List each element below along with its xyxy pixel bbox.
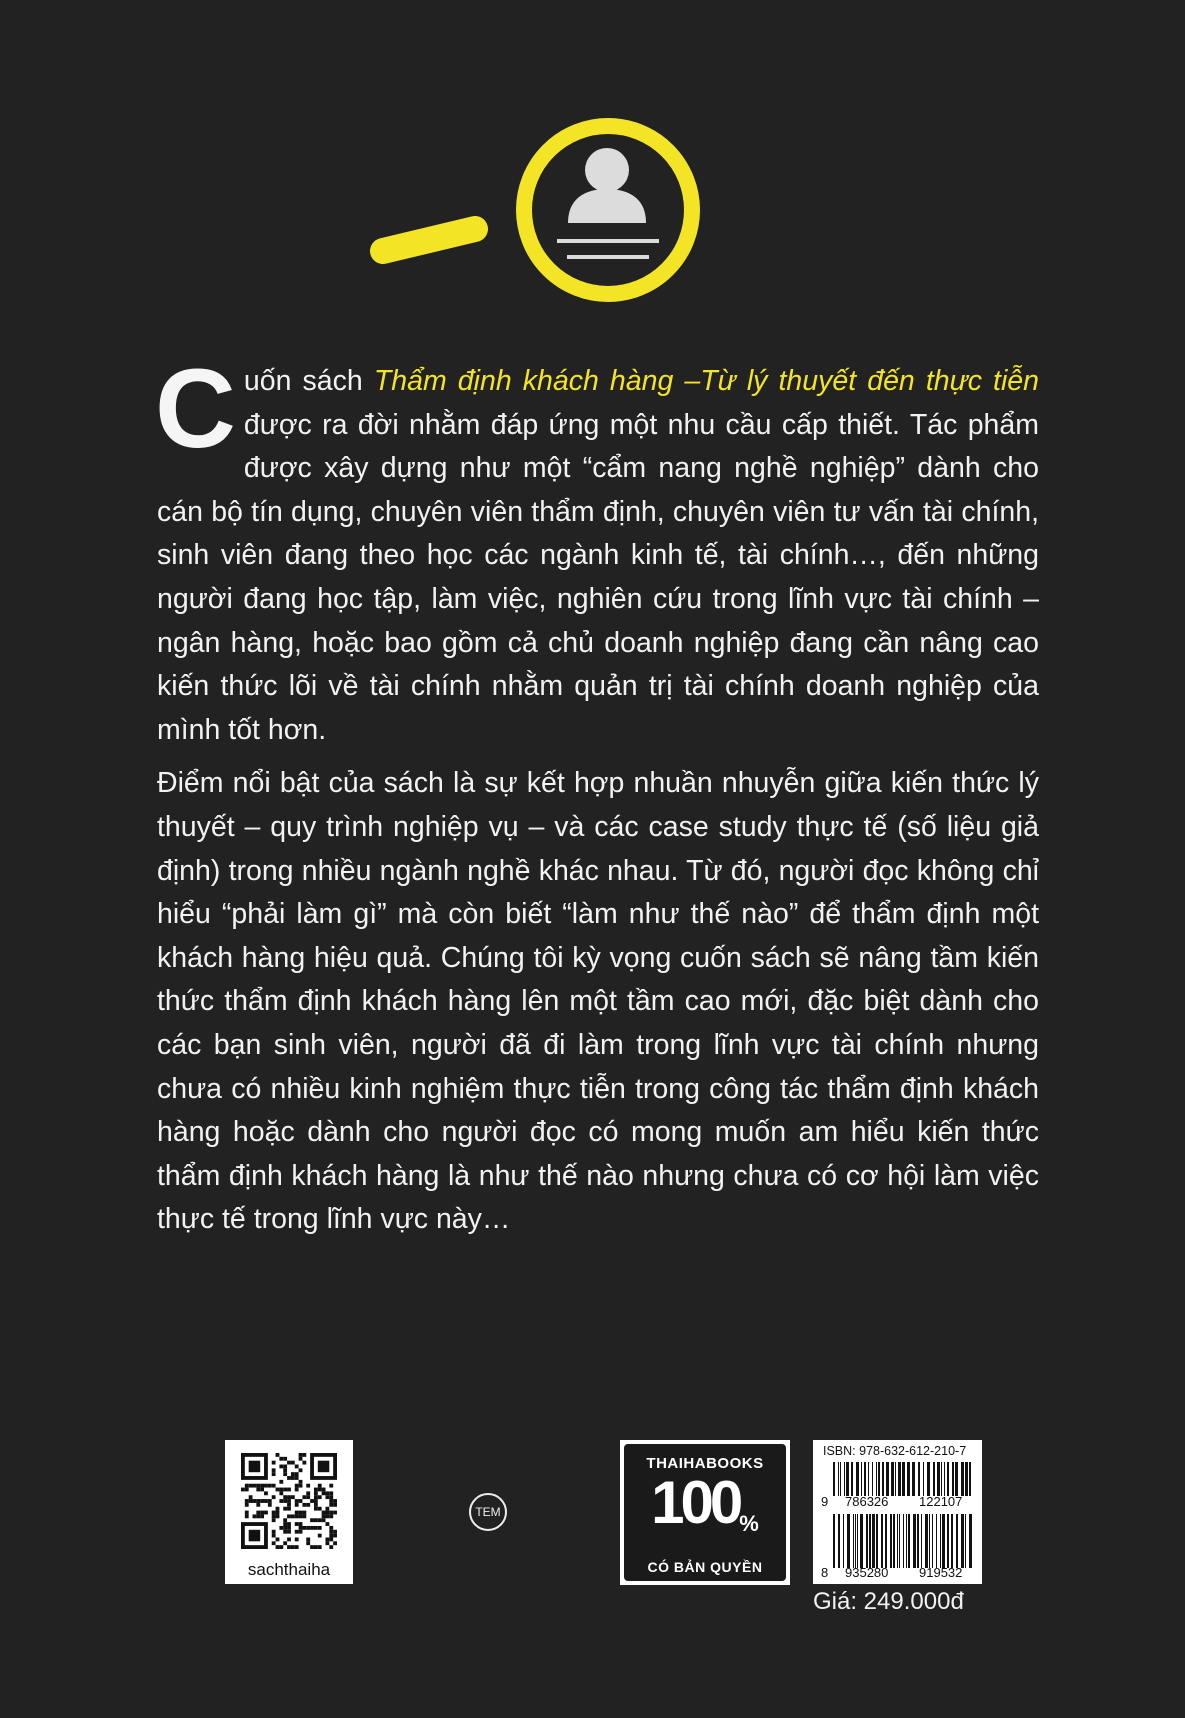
barcode-bottom-left: 8 [821, 1565, 829, 1580]
magnifier-user-icon [365, 105, 715, 315]
barcode-panel [813, 1440, 982, 1584]
barcode-top-right: 122107 [919, 1494, 963, 1509]
badge-number: 100% [651, 1469, 759, 1536]
intro-paragraph [155, 346, 1040, 752]
copyright-badge [620, 1440, 790, 1585]
barcode-top-mid: 786326 [845, 1494, 889, 1509]
badge-brand: THAIHABOOKS [646, 1455, 764, 1472]
barcode-icon [813, 1440, 982, 1584]
isbn-label: ISBN: 978-632-612-210-7 [823, 1444, 967, 1458]
barcode-bottom-mid: 935280 [845, 1565, 889, 1580]
qr-caption: sachthaiha [247, 1560, 331, 1579]
book-title: Thẩm định khách hàng –Từ lý thuyết đến thực tiễn [373, 365, 1040, 397]
back-cover-text [155, 346, 1040, 1242]
badge-subtitle: CÓ BẢN QUYỀN [647, 1559, 763, 1575]
intro-rest: được ra đời nhằm đáp ứng một nhu cầu cấp thiết. Tác phẩm được xây dựng như một “cẩm nang nghề nghiệp” dành cho cán bộ tín dụng, chuyên viên thẩm định, chuyên viên tư vấn tài chính, sinh viên đang theo học các ngành kinh tế, tài chính…, đến những người đang học tập, làm việc, nghiên cứu trong lĩnh vực tài chính – ngân hàng, hoặc bao gồm cả chủ doanh nghiệp đang cần nâng cao kiến thức lõi về tài chính nhằm quản trị tài chính doanh nghiệp của mình tốt hơn. [157, 408, 1039, 746]
intro-lead: uốn sách [243, 365, 374, 397]
qr-code [225, 1440, 353, 1584]
price-label: Giá: 249.000đ [813, 1588, 964, 1615]
tem-stamp-icon: TEM [469, 1493, 507, 1531]
barcode-top-left: 9 [821, 1494, 829, 1509]
qr-code-icon [241, 1453, 337, 1549]
drop-cap: C [155, 346, 236, 471]
highlight-paragraph: Điểm nổi bật của sách là sự kết hợp nhuần nhuyễn giữa kiến thức lý thuyết – quy trình nghiệp vụ – và các case study thực tế (số liệu giả định) trong nhiều ngành nghề khác nhau. Từ đó, người đọc không chỉ hiểu “phải làm gì” mà còn biết “làm như thế nào” để thẩm định một khách hàng hiệu quả. Chúng tôi kỳ vọng cuốn sách sẽ nâng tầm kiến thức thẩm định khách hàng lên một tầm cao mới, đặc biệt dành cho các bạn sinh viên, người đã đi làm trong lĩnh vực tài chính nhưng chưa có nhiều kinh nghiệm thực tiễn trong công tác thẩm định khách hàng hoặc dành cho người đọc có mong muốn am hiểu kiến thức thẩm định khách hàng là như thế nào nhưng chưa có cơ hội làm việc thực tế trong lĩnh vực này… [157, 767, 1039, 1236]
barcode-bottom-right: 919532 [919, 1565, 963, 1580]
